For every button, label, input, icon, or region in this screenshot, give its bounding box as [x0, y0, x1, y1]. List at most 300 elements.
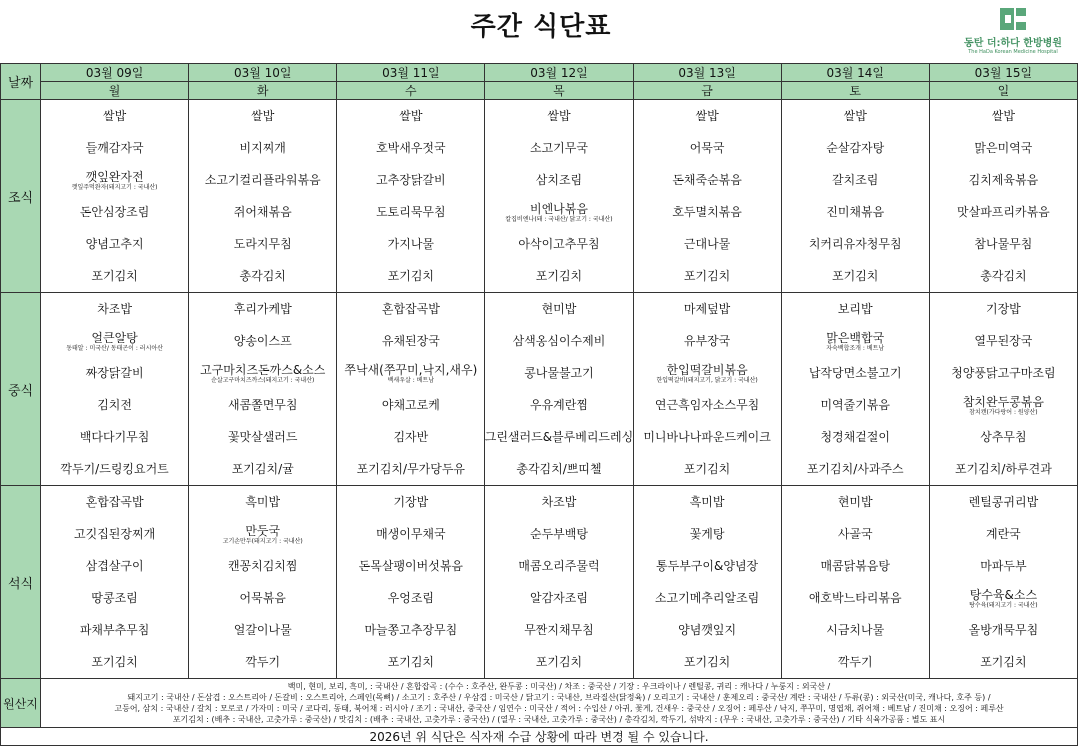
menu-item-name: 유부장국 [683, 334, 731, 348]
menu-item [634, 196, 781, 228]
menu-item [782, 582, 929, 614]
date-header: 03월 15일 [929, 64, 1077, 82]
menu-item [41, 389, 188, 421]
dinner-day-cell [485, 486, 633, 679]
breakfast-day-cell [633, 100, 781, 293]
menu-item [930, 518, 1077, 550]
menu-item [634, 357, 781, 389]
menu-item-name: 마파두부 [980, 559, 1027, 573]
menu-item-name: 고깃집된장찌개 [74, 527, 156, 541]
menu-item [782, 357, 929, 389]
date-header: 03월 11일 [337, 64, 485, 82]
menu-item [189, 582, 336, 614]
menu-item [41, 260, 188, 292]
menu-item [189, 228, 336, 260]
menu-item [485, 389, 632, 421]
menu-item-name: 쌀밥 [103, 109, 127, 123]
menu-item [41, 293, 188, 325]
menu-item-name: 혼합잡곡밥 [85, 495, 144, 509]
menu-item-name: 마늘쫑고추장무침 [364, 623, 458, 637]
menu-item-name: 계란국 [986, 527, 1021, 541]
menu-item-name: 탕수육&소스 [969, 587, 1038, 602]
menu-item-name: 그린샐러드&블루베리드레싱 [484, 430, 634, 444]
menu-item [930, 582, 1077, 614]
menu-item [485, 550, 632, 582]
date-header: 03월 12일 [485, 64, 633, 82]
menu-item [189, 614, 336, 646]
menu-item [189, 357, 336, 389]
menu-item-name: 깍두기/드링킹요거트 [60, 462, 169, 476]
logo-subtitle: The HaDa Korean Medicine Hospital [968, 49, 1058, 55]
menu-item-name: 알감자조림 [529, 591, 588, 605]
menu-item [189, 453, 336, 485]
menu-item [485, 582, 632, 614]
menu-item-name: 청양풍닭고구마조림 [951, 366, 1056, 380]
dinner-label: 석식 [1, 486, 41, 679]
date-header: 03월 13일 [633, 64, 781, 82]
menu-item-name: 포기김치 [683, 462, 731, 476]
menu-item-name: 소고기컬리플라워볶음 [204, 173, 321, 187]
weekly-menu-table [0, 63, 1078, 746]
menu-item-name: 돈채죽순볶음 [672, 173, 742, 187]
date-row [1, 64, 1078, 82]
menu-item-name: 참나물무침 [974, 237, 1033, 251]
menu-item [41, 100, 188, 132]
menu-item-name: 상추무침 [980, 430, 1027, 444]
menu-item-name: 현미밥 [541, 302, 577, 316]
origin-line: 백미, 현미, 보리, 흑미, : 국내산 / 혼합잡곡 : (수수 : 호주산, 완두콩 : 미국산) / 차조 : 중국산 / 기장 : 우크라이나 / 렌틸콩, 귀리 : 캐나다 / 누룽지 : 외국산 / [287, 682, 831, 691]
menu-item-name: 꽃게탕 [689, 527, 725, 541]
menu-item [485, 196, 632, 228]
menu-item [485, 325, 632, 357]
menu-item [930, 421, 1077, 453]
menu-item-name: 고구마치즈돈까스&소스 [200, 362, 326, 377]
menu-item-name: 어묵국 [689, 141, 725, 155]
menu-item [41, 646, 188, 678]
menu-item [41, 486, 188, 518]
menu-item-name: 올방개묵무침 [968, 623, 1039, 637]
menu-item-name: 포기김치/귤 [231, 462, 294, 476]
menu-item [634, 100, 781, 132]
menu-item-name: 통두부구이&양념장 [656, 559, 759, 573]
menu-item [634, 486, 781, 518]
menu-item-name: 깍두기 [245, 655, 281, 669]
weekday-header: 월 [41, 82, 189, 100]
menu-item [782, 518, 929, 550]
menu-item-name: 청경채겉절이 [820, 430, 890, 444]
menu-item [337, 196, 484, 228]
menu-item [782, 196, 929, 228]
menu-item-name: 캔꽁치김치찜 [227, 559, 298, 573]
menu-item-name: 포기김치 [832, 269, 879, 283]
lunch-day-cell [337, 293, 485, 486]
menu-item [634, 421, 781, 453]
lunch-day-cell [929, 293, 1077, 486]
menu-item [337, 518, 484, 550]
menu-item-name: 후리가케밥 [233, 302, 292, 316]
menu-item-name: 포기김치 [91, 269, 138, 283]
menu-item-name: 양송이스프 [233, 334, 292, 348]
menu-item-name: 포기김치 [683, 269, 731, 283]
menu-item [189, 550, 336, 582]
menu-item [337, 293, 484, 325]
menu-item-name: 비엔나볶음 [529, 201, 588, 216]
menu-item-name: 미역줄기볶음 [820, 398, 890, 412]
menu-item-name: 순살감자탕 [826, 141, 885, 155]
menu-item [634, 325, 781, 357]
menu-item [634, 164, 781, 196]
menu-item-name: 도토리묵무침 [376, 205, 446, 219]
menu-item-name: 김치제육볶음 [968, 173, 1039, 187]
menu-item-name: 매콤닭볶음탕 [820, 559, 890, 573]
menu-item [189, 389, 336, 421]
menu-item [930, 164, 1077, 196]
menu-item [189, 518, 336, 550]
menu-item-name: 땅콩조림 [91, 591, 138, 605]
menu-item [782, 293, 929, 325]
menu-item [634, 646, 781, 678]
menu-item [930, 132, 1077, 164]
breakfast-label: 조식 [1, 100, 41, 293]
menu-item [189, 164, 336, 196]
menu-item-name: 야채고로케 [381, 398, 440, 412]
menu-item-origin-note: 순살고구마치즈까스(돼지고기 : 국내산) [211, 376, 315, 384]
menu-item-origin-note: 자숙백합조개 : 베트남 [826, 344, 885, 352]
menu-item [634, 582, 781, 614]
menu-item [782, 325, 929, 357]
menu-item [485, 614, 632, 646]
menu-item-name: 도라지무침 [233, 237, 292, 251]
weekday-header: 토 [781, 82, 929, 100]
dinner-day-cell [41, 486, 189, 679]
menu-item [337, 260, 484, 292]
menu-item [337, 132, 484, 164]
menu-item-origin-note: 깻잎주먹완자(돼지고기 : 국내산) [71, 183, 158, 191]
dinner-day-cell [189, 486, 337, 679]
menu-item-name: 호박새우젓국 [376, 141, 446, 155]
menu-item [930, 293, 1077, 325]
menu-item-name: 매콤오리주물럭 [518, 559, 600, 573]
menu-item-name: 들깨감자국 [85, 141, 144, 155]
menu-item-name: 짜장닭갈비 [85, 366, 144, 380]
menu-item-name: 돈안심장조림 [79, 205, 150, 219]
menu-item [930, 260, 1077, 292]
menu-item-name: 유채된장국 [381, 334, 440, 348]
dinner-day-cell [337, 486, 485, 679]
menu-item [41, 453, 188, 485]
menu-item-name: 양념깻잎지 [678, 623, 737, 637]
menu-item-name: 쌀밥 [399, 109, 423, 123]
lunch-day-cell [189, 293, 337, 486]
menu-item [782, 550, 929, 582]
menu-item [41, 518, 188, 550]
weekday-header: 목 [485, 82, 633, 100]
menu-item [485, 518, 632, 550]
menu-item-name: 고추장닭갈비 [376, 173, 446, 187]
menu-item-name: 포기김치 [387, 655, 435, 669]
menu-item-name: 콩나물불고기 [524, 366, 594, 380]
menu-item-name: 삼겹살구이 [85, 559, 144, 573]
menu-item [485, 228, 632, 260]
menu-item-name: 기장밥 [393, 495, 429, 509]
weekday-row [1, 82, 1078, 100]
menu-item-name: 가지나물 [387, 237, 435, 251]
menu-item-name: 비지찌개 [239, 141, 286, 155]
weekday-header: 금 [633, 82, 781, 100]
origin-info [41, 679, 1078, 728]
menu-item [634, 389, 781, 421]
menu-item [485, 100, 632, 132]
lunch-label: 중식 [1, 293, 41, 486]
menu-item [337, 486, 484, 518]
menu-item-name: 갈치조림 [832, 173, 879, 187]
menu-item-name: 차조밥 [541, 495, 577, 509]
menu-item-name: 포기김치 [683, 655, 731, 669]
menu-item-name: 포기김치 [535, 269, 583, 283]
logo-mark-icon [996, 6, 1030, 32]
menu-item [782, 486, 929, 518]
menu-item-name: 순두부백탕 [529, 527, 588, 541]
menu-item [337, 453, 484, 485]
menu-item-name: 마제덮밥 [683, 302, 731, 316]
menu-item-name: 총각김치 [980, 269, 1027, 283]
menu-item-name: 미니바나나파운드케이크 [643, 430, 771, 444]
menu-item [782, 614, 929, 646]
menu-item [189, 325, 336, 357]
menu-item [485, 132, 632, 164]
menu-item [189, 293, 336, 325]
menu-item-name: 쌀밥 [547, 109, 571, 123]
menu-item-name: 포기김치 [980, 655, 1027, 669]
menu-item-name: 맛살파프리카볶음 [957, 205, 1050, 219]
menu-item [337, 582, 484, 614]
menu-item [337, 228, 484, 260]
menu-item-name: 김치전 [97, 398, 132, 412]
menu-item [337, 325, 484, 357]
menu-item-name: 돈목살팽이버섯볶음 [358, 559, 464, 573]
menu-item [782, 100, 929, 132]
menu-item-name: 호두멸치볶음 [672, 205, 742, 219]
menu-item [930, 453, 1077, 485]
menu-item [782, 646, 929, 678]
menu-item [634, 132, 781, 164]
menu-item-name: 포기김치/사과주스 [806, 462, 904, 476]
menu-item-name: 삼치조림 [535, 173, 583, 187]
menu-item-name: 쌀밥 [991, 109, 1015, 123]
menu-item [337, 614, 484, 646]
menu-item [930, 357, 1077, 389]
menu-item [485, 164, 632, 196]
menu-item [41, 357, 188, 389]
menu-item-name: 백다다기무침 [79, 430, 150, 444]
menu-item [930, 550, 1077, 582]
menu-item-name: 쌀밥 [695, 109, 719, 123]
date-header: 03월 09일 [41, 64, 189, 82]
origin-label: 원산지 [1, 679, 41, 728]
menu-item-name: 보리밥 [837, 302, 873, 316]
menu-item [337, 389, 484, 421]
menu-item-origin-note: 동태알 : 미국산/ 동태곤이 : 러시아산 [66, 344, 163, 352]
menu-item [634, 550, 781, 582]
menu-item-name: 참치완두콩볶음 [962, 394, 1044, 409]
menu-item [485, 293, 632, 325]
menu-item-name: 소고기무국 [529, 141, 588, 155]
menu-item-name: 꽃맛살샐러드 [227, 430, 298, 444]
menu-item [930, 325, 1077, 357]
dinner-day-cell [929, 486, 1077, 679]
menu-item-name: 매생이무채국 [376, 527, 446, 541]
menu-item-name: 포기김치 [387, 269, 435, 283]
menu-item [485, 646, 632, 678]
origin-line: 돼지고기 : 국내산 / 돈삼겹 : 오스트리아 / 돈갈비 : 오스트리아, 스페인(목뼈) / 소고기 : 호주산 / 우삼겹 : 미국산 / 닭고기 : 국내산, 브라질산(닭정육) / 오리고기 : 국내산 / 훈제오리 : 중국산/ 계란 : 국내산 / 두류(콩) : 외국산(미국, 캐나다, 호주 등) / [127, 693, 991, 702]
hospital-logo [958, 6, 1068, 55]
menu-item [930, 100, 1077, 132]
menu-item-name: 한입떡갈비볶음 [666, 362, 748, 377]
menu-item-origin-note: 고기손만두(돼지고기 : 국내산) [222, 537, 303, 545]
lunch-row [1, 293, 1078, 486]
menu-item-name: 총각김치 [239, 269, 286, 283]
dinner-day-cell [633, 486, 781, 679]
page-title: 주간 식단표 [470, 12, 612, 42]
menu-item-name: 총각김치/쁘띠첼 [516, 462, 602, 476]
menu-item-name: 무짠지채무침 [524, 623, 594, 637]
menu-item-name: 렌틸콩귀리밥 [968, 495, 1039, 509]
menu-item-origin-note: 한입떡갈비(돼지고기, 닭고기 : 국내산) [656, 376, 758, 384]
menu-item [634, 260, 781, 292]
menu-item-name: 얼큰알탕 [91, 330, 138, 345]
logo-name: 동탄 더:하다 한방병원 [964, 38, 1062, 49]
menu-item [41, 164, 188, 196]
menu-item [634, 228, 781, 260]
menu-item-name: 새콤쫄면무침 [227, 398, 298, 412]
menu-item [189, 486, 336, 518]
menu-item-name: 쥐어채볶음 [233, 205, 292, 219]
menu-item [930, 389, 1077, 421]
menu-item-name: 사골국 [837, 527, 873, 541]
origin-line: 포기김치 : (배추 : 국내산, 고춧가루 : 중국산) / 맛김치 : (배추 : 국내산, 고춧가루 : 중국산) / (열무 : 국내산, 고춧가루 : 중국산) / 총각김치, 깍두기, 섞박지 : (무우 : 국내산, 고춧가루 : 중국산) / 기타 식육가공품 : 별도 표시 [172, 715, 946, 724]
weekday-header: 일 [929, 82, 1077, 100]
footer-note: 2026년 위 식단은 식자재 수급 상황에 따라 변경 될 수 있습니다. [1, 728, 1078, 746]
menu-item [189, 646, 336, 678]
breakfast-day-cell [781, 100, 929, 293]
menu-item-name: 깻잎완자전 [85, 169, 144, 184]
weekday-header: 수 [337, 82, 485, 100]
dinner-row [1, 486, 1078, 679]
menu-item-name: 우엉조림 [387, 591, 435, 605]
menu-item [930, 486, 1077, 518]
menu-item-origin-note: 백새우살 : 베트남 [387, 376, 435, 384]
menu-item-name: 삼색옹심이수제비 [512, 334, 606, 348]
menu-item [485, 260, 632, 292]
breakfast-row [1, 100, 1078, 293]
menu-item [485, 453, 632, 485]
lunch-day-cell [633, 293, 781, 486]
menu-item-name: 납작당면소불고기 [808, 366, 902, 380]
lunch-day-cell [41, 293, 189, 486]
menu-item-name: 애호박느타리볶음 [808, 591, 902, 605]
date-header: 03월 10일 [189, 64, 337, 82]
breakfast-day-cell [189, 100, 337, 293]
menu-item [782, 421, 929, 453]
menu-item [485, 357, 632, 389]
date-label: 날짜 [1, 64, 41, 100]
menu-item [930, 614, 1077, 646]
menu-item-name: 김자반 [393, 430, 429, 444]
menu-item-name: 포기김치/무가당두유 [356, 462, 466, 476]
menu-item-name: 치커리유자청무침 [808, 237, 902, 251]
menu-item [930, 646, 1077, 678]
menu-item-name: 우유계란찜 [529, 398, 588, 412]
menu-item [189, 100, 336, 132]
menu-item-name: 아삭이고추무침 [518, 237, 600, 251]
menu-item [189, 260, 336, 292]
menu-item-name: 양념고추지 [85, 237, 144, 251]
menu-item-origin-note: 칼집비엔나(돼 : 국내산/ 닭고기 : 국내산) [505, 215, 613, 223]
menu-item-name: 맑은미역국 [974, 141, 1033, 155]
menu-item [337, 421, 484, 453]
menu-item [41, 132, 188, 164]
menu-item [782, 260, 929, 292]
menu-item [189, 421, 336, 453]
menu-item [782, 132, 929, 164]
menu-item-name: 어묵볶음 [239, 591, 286, 605]
menu-item-name: 기장밥 [986, 302, 1021, 316]
menu-item [337, 550, 484, 582]
menu-item-name: 진미채볶음 [826, 205, 885, 219]
menu-item [41, 614, 188, 646]
menu-item [782, 389, 929, 421]
menu-item-name: 연근흑임자소스무침 [654, 398, 760, 412]
menu-item [782, 228, 929, 260]
menu-item-name: 맑은백합국 [826, 330, 885, 345]
menu-item-name: 소고기메추리알조림 [654, 591, 760, 605]
menu-item [782, 164, 929, 196]
menu-item-name: 흑미밥 [689, 495, 725, 509]
menu-item [337, 100, 484, 132]
menu-item-name: 만둣국 [245, 523, 281, 538]
menu-item-name: 깍두기 [837, 655, 873, 669]
breakfast-day-cell [485, 100, 633, 293]
menu-item [41, 421, 188, 453]
menu-item-name: 쌀밥 [843, 109, 867, 123]
menu-item [189, 196, 336, 228]
menu-item-origin-note: 탕수육(돼지고기 : 국내산) [969, 601, 1038, 609]
menu-item-name: 포기김치 [91, 655, 138, 669]
menu-item [41, 550, 188, 582]
menu-item-name: 근대나물 [683, 237, 731, 251]
menu-item [782, 453, 929, 485]
menu-item-name: 포기김치/하루견과 [955, 462, 1052, 476]
menu-item-name: 파채부추무침 [79, 623, 150, 637]
menu-item [41, 228, 188, 260]
menu-item [41, 325, 188, 357]
breakfast-day-cell [337, 100, 485, 293]
breakfast-day-cell [929, 100, 1077, 293]
menu-item [634, 453, 781, 485]
menu-item [634, 518, 781, 550]
menu-item-name: 흑미밥 [245, 495, 281, 509]
menu-item-name: 쭈낙새(쭈꾸미,낙지,새우) [344, 362, 478, 377]
menu-item-name: 현미밥 [837, 495, 873, 509]
menu-item [337, 357, 484, 389]
menu-item [41, 582, 188, 614]
menu-item-name: 얼갈이나물 [233, 623, 292, 637]
menu-item-origin-note: 참치캔(가다랑어 : 원양산) [969, 408, 1038, 416]
menu-item [337, 164, 484, 196]
menu-item-name: 차조밥 [97, 302, 132, 316]
menu-item-name: 열무된장국 [974, 334, 1033, 348]
menu-item [930, 228, 1077, 260]
